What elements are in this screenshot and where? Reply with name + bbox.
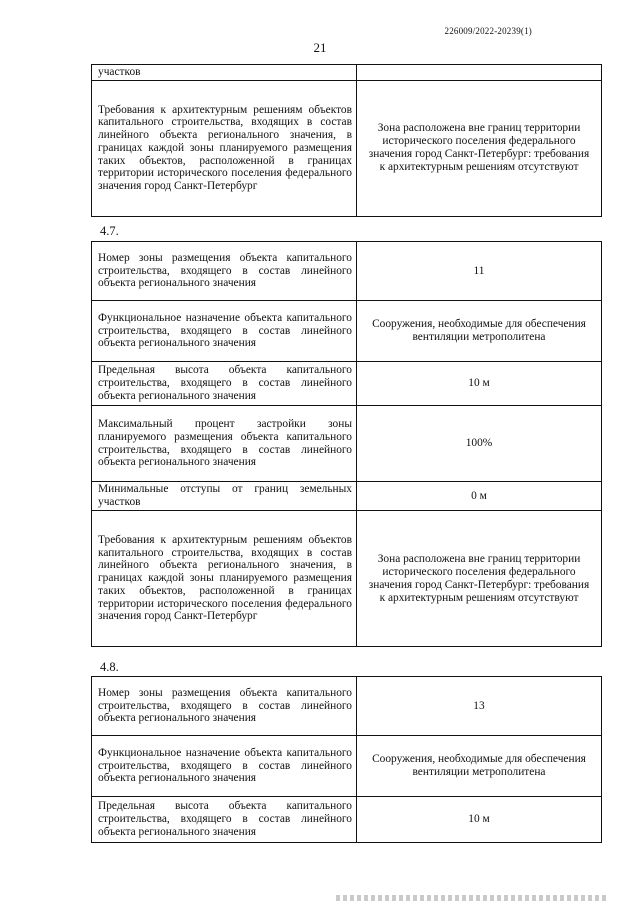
row-label: Предельная высота объекта капитального строительства, входящего в состав линейного объекта регионального значения xyxy=(92,797,357,843)
document-id: 226009/2022-20239(1) xyxy=(444,26,532,36)
table-section-4-7 xyxy=(91,241,602,647)
row-label: участков xyxy=(92,65,357,81)
table-row xyxy=(92,736,602,797)
page-number: 21 xyxy=(313,40,327,55)
row-value: Сооружения, необходимые для обеспечения вентиляции метрополитена xyxy=(357,736,602,797)
table-row xyxy=(92,242,602,301)
row-value: Зона расположена вне границ территории исторического поселения федерального значения город Санкт-Петербург: требования к архитектурным решениям отсутствуют xyxy=(357,511,602,647)
row-value: 10 м xyxy=(357,797,602,843)
table-row xyxy=(92,511,602,647)
table-row xyxy=(92,406,602,482)
table-row xyxy=(92,482,602,511)
row-value: 10 м xyxy=(357,362,602,406)
row-label: Номер зоны размещения объекта капитального строительства, входящего в состав линейного объекта регионального значения xyxy=(92,677,357,736)
table-row xyxy=(92,301,602,362)
row-value: Зона расположена вне границ территории исторического поселения федерального значения город Санкт-Петербург: требования к архитектурным решениям отсутствуют xyxy=(357,80,602,216)
row-value: 100% xyxy=(357,406,602,482)
row-value: 13 xyxy=(357,677,602,736)
row-label: Требования к архитектурным решениям объектов капитального строительства, входящих в состав линейного объекта регионального значения, в границах каждой зоны планируемого размещения таких объектов, расположенной в границах территории исторического поселения федерального значения город Санкт-Петербург xyxy=(92,511,357,647)
scan-artifact xyxy=(336,895,606,901)
table-section-4-8 xyxy=(91,676,602,843)
row-value: 0 м xyxy=(357,482,602,511)
row-value xyxy=(357,65,602,81)
table-row xyxy=(92,677,602,736)
row-label: Предельная высота объекта капитального строительства, входящего в состав линейного объекта регионального значения xyxy=(92,362,357,406)
row-value: Сооружения, необходимые для обеспечения вентиляции метрополитена xyxy=(357,301,602,362)
row-label: Требования к архитектурным решениям объектов капитального строительства, входящих в состав линейного объекта регионального значения, в границах каждой зоны планируемого размещения таких объектов, расположенной в границах территории исторического поселения федерального значения город Санкт-Петербург xyxy=(92,80,357,216)
row-label: Функциональное назначение объекта капитального строительства, входящего в состав линейного объекта регионального значения xyxy=(92,301,357,362)
table-row xyxy=(92,65,602,81)
row-label: Функциональное назначение объекта капитального строительства, входящего в состав линейного объекта регионального значения xyxy=(92,736,357,797)
section-number-4-7: 4.7. xyxy=(100,224,119,238)
table-row xyxy=(92,362,602,406)
row-value: 11 xyxy=(357,242,602,301)
table-continued xyxy=(91,64,602,217)
table-row xyxy=(92,797,602,843)
table-row xyxy=(92,80,602,216)
row-label: Номер зоны размещения объекта капитального строительства, входящего в состав линейного объекта регионального значения xyxy=(92,242,357,301)
row-label: Минимальные отступы от границ земельных участков xyxy=(92,482,357,511)
section-number-4-8: 4.8. xyxy=(100,660,119,674)
row-label: Максимальный процент застройки зоны планируемого размещения объекта капитального строительства, входящего в состав линейного объекта регионального значения xyxy=(92,406,357,482)
